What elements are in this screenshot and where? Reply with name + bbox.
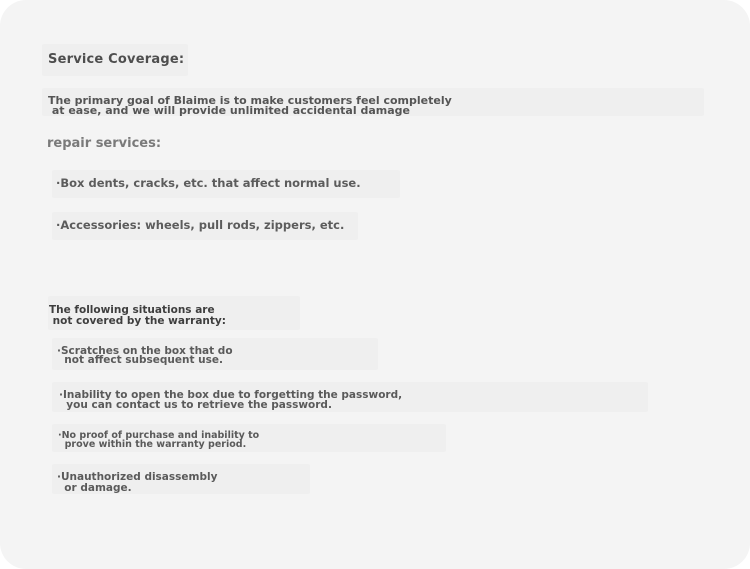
exclusion-item-3-line-2: prove within the warranty period. [58,439,247,450]
coverage-heading: Service Coverage: [48,52,185,67]
exclusion-item-2-line-1: ·Inability to open the box due to forgetting the password, [59,389,403,401]
coverage-item-1: ·Box dents, cracks, etc. that affect normal use. [56,176,361,190]
coverage-item-2: ·Accessories: wheels, pull rods, zippers, etc. [56,218,345,232]
exclusions-heading-line-1: The following situations are [49,304,215,316]
exclusion-item-1-line-1: ·Scratches on the box that do [57,345,233,357]
exclusion-item-2-line-2: you can contact us to retrieve the password. [59,399,332,411]
coverage-intro-line-1: The primary goal of Blaime is to make customers feel completely [48,94,452,107]
exclusion-item-3-line-1: ·No proof of purchase and inability to [58,430,260,441]
repair-heading: repair services: [47,136,162,151]
coverage-intro-line-2: at ease, and we will provide unlimited accidental damage [48,104,410,117]
exclusion-item-4-line-1: ·Unauthorized disassembly [57,471,218,483]
exclusion-item-4-line-2: or damage. [57,482,132,494]
exclusion-item-1-line-2: not affect subsequent use. [57,354,223,366]
exclusions-heading-line-2: not covered by the warranty: [49,315,226,327]
